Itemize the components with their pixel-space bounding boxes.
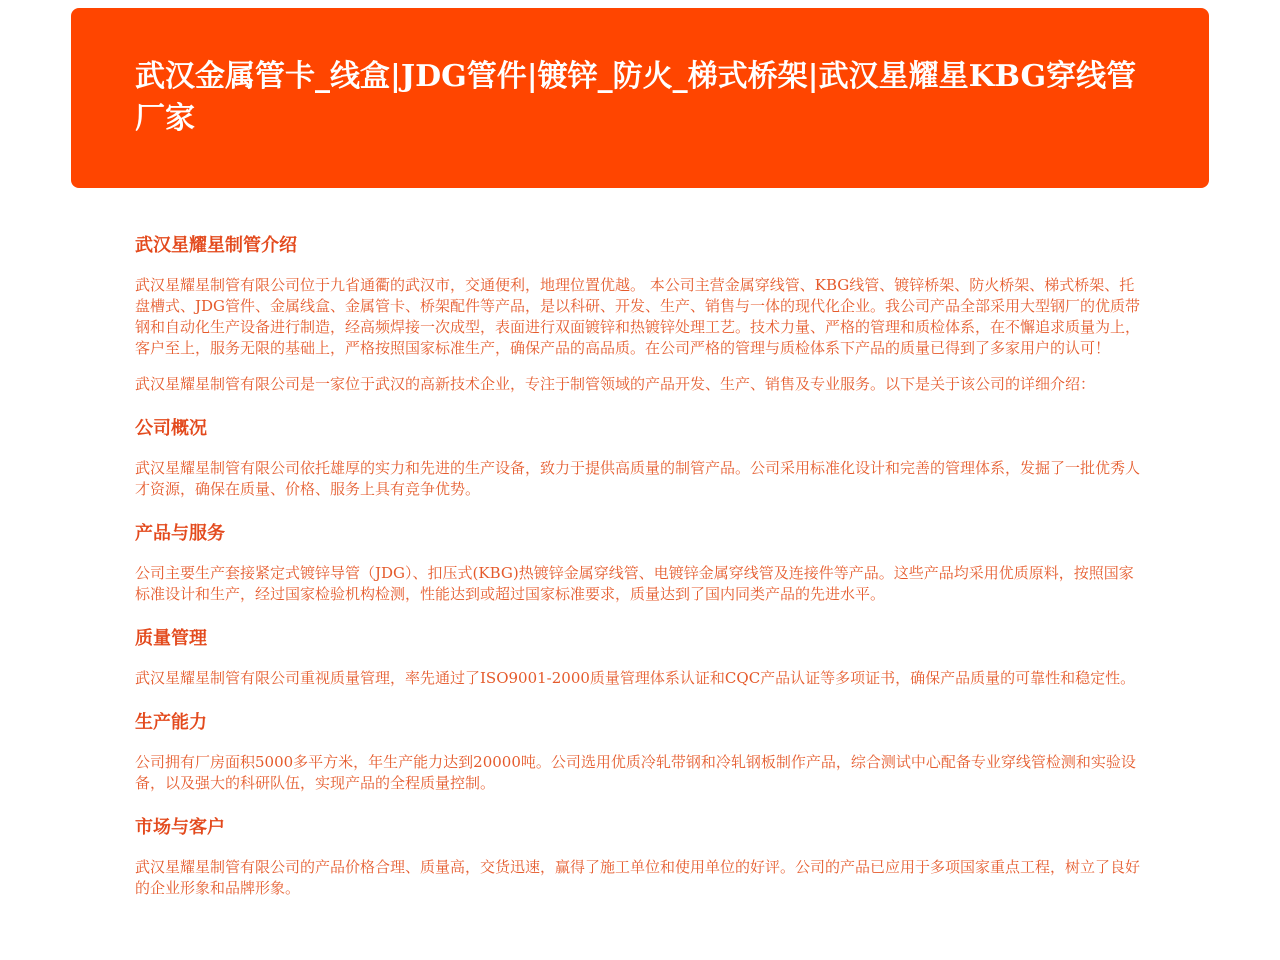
section-text-market: 武汉星耀星制管有限公司的产品价格合理、质量高，交货迅速，赢得了施工单位和使用单位的好评。公司的产品已应用于多项国家重点工程，树立了良好的企业形象和品牌形象。 xyxy=(135,858,1141,897)
intro-paragraph-2: 武汉星耀星制管有限公司是一家位于武汉的高新技术企业，专注于制管领域的产品开发、生产、销售及专业服务。以下是关于该公司的详细介绍： xyxy=(135,375,1096,393)
header-banner xyxy=(71,8,1209,188)
section-heading-market: 市场与客户 xyxy=(135,817,225,838)
section-heading-products: 产品与服务 xyxy=(135,523,225,544)
page-title: 武汉金属管卡_线盒|JDG管件|镀锌_防火_梯式桥架|武汉星耀星KBG穿线管厂家 xyxy=(135,59,1137,136)
main-content xyxy=(135,226,1145,899)
section-text-quality: 武汉星耀星制管有限公司重视质量管理，率先通过了ISO9001-2000质量管理体系认证和CQC产品认证等多项证书，确保产品质量的可靠性和稳定性。 xyxy=(135,669,1136,687)
section-text-capacity: 公司拥有厂房面积5000多平方米，年生产能力达到20000吨。公司选用优质冷轧带钢和冷轧钢板制作产品，综合测试中心配备专业穿线管检测和实验设备，以及强大的科研队伍，实现产品的全程质量控制。 xyxy=(135,753,1136,792)
section-text-overview: 武汉星耀星制管有限公司依托雄厚的实力和先进的生产设备，致力于提供高质量的制管产品。公司采用标准化设计和完善的管理体系，发掘了一批优秀人才资源，确保在质量、价格、服务上具有竞争优势。 xyxy=(135,459,1141,498)
section-heading-capacity: 生产能力 xyxy=(135,712,207,733)
intro-paragraph-1: 武汉星耀星制管有限公司位于九省通衢的武汉市，交通便利，地理位置优越。 本公司主营金属穿线管、KBG线管、镀锌桥架、防火桥架、梯式桥架、托盘槽式、JDG管件、金属线盒、金属管卡、桥架配件等产品，是以科研、开发、生产、销售与一体的现代化企业。我公司产品全部采用大型钢厂的优质带钢和自动化生产设备进行制造，经高频焊接一次成型，表面进行双面镀锌和热镀锌处理工艺。技术力量、严格的管理和质检体系，在不懈追求质量为上，客户至上，服务无限的基础上，严格按照国家标准生产，确保产品的高品质。在公司严格的管理与质检体系下产品的质量已得到了多家用户的认可！ xyxy=(135,276,1141,357)
section-heading-quality: 质量管理 xyxy=(135,628,207,649)
intro-heading: 武汉星耀星制管介绍 xyxy=(135,235,297,256)
section-heading-overview: 公司概况 xyxy=(135,418,207,439)
section-text-products: 公司主要生产套接紧定式镀锌导管（JDG）、扣压式(KBG)热镀锌金属穿线管、电镀锌金属穿线管及连接件等产品。这些产品均采用优质原料，按照国家标准设计和生产，经过国家检验机构检测，性能达到或超过国家标准要求，质量达到了国内同类产品的先进水平。 xyxy=(135,564,1134,603)
